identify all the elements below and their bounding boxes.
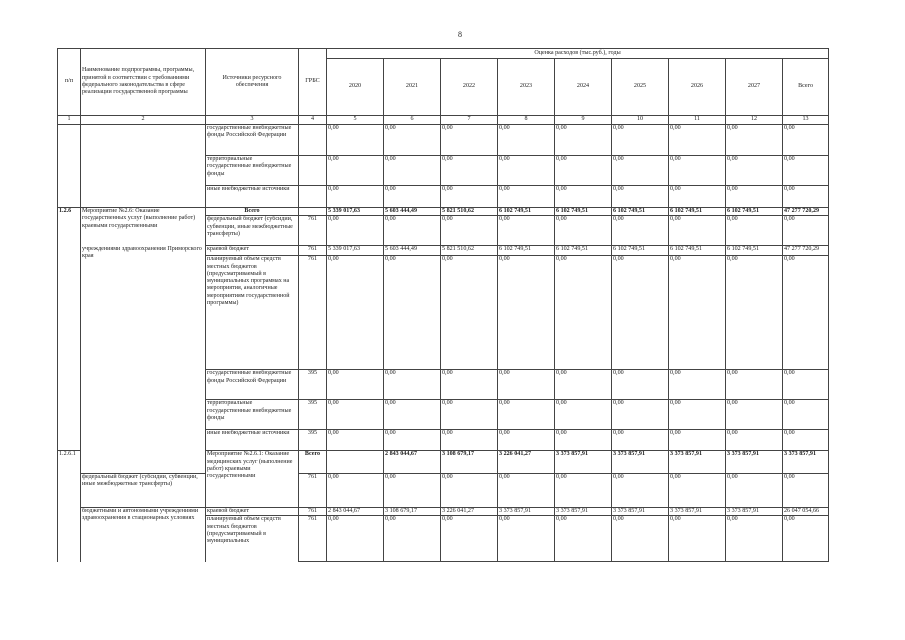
measure-name: бюджетными и автономными учреждениями здравоохранения в стационарных условиях <box>81 508 206 562</box>
measure-name: учреждениями здравоохранения Приморского края <box>81 246 206 474</box>
value-cell: 3 373 857,91 <box>726 508 783 516</box>
grbs-cell: 761 <box>299 246 327 256</box>
value-cell: 0,00 <box>783 256 829 370</box>
grbs-cell: 761 <box>299 256 327 370</box>
value-cell: 0,00 <box>498 156 555 186</box>
header-year: 2021 <box>384 59 441 116</box>
header-year: 2027 <box>726 59 783 116</box>
colnum: 11 <box>669 116 726 125</box>
value-cell: 0,00 <box>669 370 726 400</box>
value-cell: 0,00 <box>441 474 498 508</box>
grbs-cell: 395 <box>299 430 327 451</box>
empty-cell <box>58 516 81 562</box>
value-cell: 0,00 <box>441 400 498 430</box>
value-cell: 0,00 <box>555 474 612 508</box>
header-year: 2023 <box>498 59 555 116</box>
row-num: 1.2.6.1 <box>58 451 81 474</box>
grbs-cell: 761 <box>299 474 327 508</box>
value-cell: 6 102 749,51 <box>498 208 555 216</box>
source-cell: государственные внебюджетные фонды Российской Федерации <box>206 125 299 156</box>
value-cell: 0,00 <box>612 400 669 430</box>
value-cell: 6 102 749,51 <box>612 246 669 256</box>
value-cell: 0,00 <box>669 516 726 562</box>
value-cell: 0,00 <box>327 186 384 208</box>
value-cell: 0,00 <box>384 186 441 208</box>
table-row <box>58 246 829 256</box>
source-cell: иные внебюджетные источники <box>206 186 299 208</box>
value-cell: 0,00 <box>612 156 669 186</box>
value-cell: 0,00 <box>612 125 669 156</box>
value-cell: 3 373 857,91 <box>783 451 829 474</box>
value-cell: 0,00 <box>441 256 498 370</box>
empty-cell <box>81 156 206 186</box>
value-cell: 6 102 749,51 <box>726 208 783 216</box>
value-cell: 0,00 <box>612 370 669 400</box>
value-cell: 0,00 <box>384 156 441 186</box>
value-cell: 0,00 <box>612 474 669 508</box>
header-grbs: ГРБС <box>299 49 327 116</box>
value-cell: 47 277 720,29 <box>783 246 829 256</box>
header-num: п/п <box>58 49 81 116</box>
value-cell: 0,00 <box>726 256 783 370</box>
value-cell: 0,00 <box>555 216 612 246</box>
value-cell: 0,00 <box>612 430 669 451</box>
source-total: Всего <box>299 451 327 474</box>
source-cell: планируемый объем средств местных бюджетов (предусматриваемый в муниципальных <box>206 516 299 562</box>
source-cell: краевой бюджет <box>206 508 299 516</box>
value-cell: 0,00 <box>441 156 498 186</box>
empty-cell <box>299 156 327 186</box>
value-cell: 5 603 444,49 <box>384 246 441 256</box>
grbs-cell: 761 <box>299 216 327 246</box>
value-cell: 26 047 054,66 <box>783 508 829 516</box>
empty-cell <box>299 208 327 216</box>
empty-cell <box>58 508 81 516</box>
value-cell: 0,00 <box>498 430 555 451</box>
value-cell: 0,00 <box>327 156 384 186</box>
source-cell: краевой бюджет <box>206 246 299 256</box>
value-cell: 0,00 <box>498 516 555 562</box>
header-name: Наименование подпрограммы, программы, принятой в соответствии с требованиями федерального законодательства в сфере реализации государственной программы <box>81 49 206 116</box>
value-cell: 0,00 <box>441 516 498 562</box>
value-cell: 5 339 017,63 <box>327 246 384 256</box>
measure-name: Мероприятие №2.6.1: Оказание медицинских услуг (выполнение работ) краевыми государственными <box>206 451 299 508</box>
value-cell: 0,00 <box>327 216 384 246</box>
source-cell: федеральный бюджет (субсидии, субвенции, иные межбюджетные трансферты) <box>206 216 299 246</box>
value-cell: 6 102 749,51 <box>498 246 555 256</box>
value-cell: 2 843 044,67 <box>384 451 441 474</box>
budget-table <box>57 48 829 562</box>
colnum: 6 <box>384 116 441 125</box>
source-total: Всего <box>206 208 299 216</box>
value-cell: 3 373 857,91 <box>669 451 726 474</box>
header-year-total: Всего <box>783 59 829 116</box>
colnum: 4 <box>299 116 327 125</box>
value-cell: 0,00 <box>726 125 783 156</box>
empty-cell <box>81 125 206 156</box>
header-year: 2020 <box>327 59 384 116</box>
value-cell: 0,00 <box>384 256 441 370</box>
value-cell: 0,00 <box>498 125 555 156</box>
value-cell: 0,00 <box>555 256 612 370</box>
value-cell: 0,00 <box>555 370 612 400</box>
value-cell: 0,00 <box>327 256 384 370</box>
grbs-cell: 395 <box>299 370 327 400</box>
value-cell: 0,00 <box>726 370 783 400</box>
value-cell: 0,00 <box>498 256 555 370</box>
value-cell: 5 821 510,62 <box>441 208 498 216</box>
value-cell: 3 373 857,91 <box>498 508 555 516</box>
value-cell: 0,00 <box>783 186 829 208</box>
value-cell: 0,00 <box>783 125 829 156</box>
value-cell: 0,00 <box>783 370 829 400</box>
header-expenses: Оценка расходов (тыс.руб.), годы <box>327 49 829 59</box>
value-cell: 0,00 <box>384 516 441 562</box>
value-cell: 0,00 <box>669 430 726 451</box>
value-cell: 0,00 <box>726 216 783 246</box>
value-cell: 0,00 <box>783 216 829 246</box>
value-cell: 0,00 <box>441 216 498 246</box>
source-cell: государственные внебюджетные фонды Российской Федерации <box>206 370 299 400</box>
grbs-cell: 761 <box>299 508 327 516</box>
value-cell: 2 843 044,67 <box>327 508 384 516</box>
value-cell: 0,00 <box>327 474 384 508</box>
empty-cell <box>327 451 384 474</box>
value-cell: 6 102 749,51 <box>669 246 726 256</box>
value-cell: 0,00 <box>726 400 783 430</box>
colnum: 1 <box>58 116 81 125</box>
empty-cell <box>81 186 206 208</box>
header-year: 2024 <box>555 59 612 116</box>
table-row <box>58 508 829 516</box>
value-cell: 3 373 857,91 <box>555 508 612 516</box>
empty-cell <box>58 156 81 186</box>
value-cell: 0,00 <box>555 430 612 451</box>
header-sources: Источники ресурсного обеспечения <box>206 49 299 116</box>
value-cell: 0,00 <box>783 474 829 508</box>
colnum: 8 <box>498 116 555 125</box>
row-num: 1.2.6 <box>58 208 81 216</box>
empty-cell <box>58 256 81 370</box>
value-cell: 5 821 510,62 <box>441 246 498 256</box>
value-cell: 0,00 <box>669 125 726 156</box>
empty-cell <box>58 246 81 256</box>
value-cell: 0,00 <box>498 400 555 430</box>
value-cell: 3 373 857,91 <box>612 508 669 516</box>
value-cell: 0,00 <box>612 186 669 208</box>
value-cell: 0,00 <box>555 125 612 156</box>
value-cell: 0,00 <box>327 400 384 430</box>
value-cell: 0,00 <box>783 400 829 430</box>
empty-cell <box>58 370 81 400</box>
colnum: 7 <box>441 116 498 125</box>
value-cell: 0,00 <box>327 430 384 451</box>
value-cell: 3 373 857,91 <box>726 451 783 474</box>
grbs-cell: 395 <box>299 400 327 430</box>
value-cell: 0,00 <box>384 370 441 400</box>
value-cell: 0,00 <box>612 516 669 562</box>
value-cell: 0,00 <box>726 156 783 186</box>
value-cell: 0,00 <box>669 156 726 186</box>
source-cell: иные внебюджетные источники <box>206 430 299 451</box>
value-cell: 0,00 <box>669 186 726 208</box>
value-cell: 0,00 <box>384 430 441 451</box>
value-cell: 47 277 720,29 <box>783 208 829 216</box>
value-cell: 0,00 <box>384 216 441 246</box>
empty-cell <box>299 125 327 156</box>
source-cell: планируемый объем средств местных бюджетов (предусматриваемый в муниципальных программах на мероприятия, аналогичные мероприятиям государственной программы) <box>206 256 299 370</box>
colnum: 3 <box>206 116 299 125</box>
value-cell: 0,00 <box>783 516 829 562</box>
header-year: 2025 <box>612 59 669 116</box>
value-cell: 6 102 749,51 <box>669 208 726 216</box>
value-cell: 0,00 <box>498 474 555 508</box>
value-cell: 0,00 <box>783 156 829 186</box>
value-cell: 3 108 679,17 <box>441 451 498 474</box>
value-cell: 0,00 <box>555 156 612 186</box>
source-cell: территориальные государственные внебюджетные фонды <box>206 400 299 430</box>
empty-cell <box>299 186 327 208</box>
value-cell: 5 603 444,49 <box>384 208 441 216</box>
table-row <box>58 186 829 208</box>
value-cell: 0,00 <box>726 474 783 508</box>
value-cell: 0,00 <box>669 216 726 246</box>
value-cell: 0,00 <box>441 125 498 156</box>
value-cell: 0,00 <box>441 370 498 400</box>
measure-name: Мероприятие №2.6: Оказание государственных услуг (выполнение работ) краевыми государственными <box>81 208 206 246</box>
value-cell: 0,00 <box>384 474 441 508</box>
colnum: 9 <box>555 116 612 125</box>
value-cell: 6 102 749,51 <box>726 246 783 256</box>
value-cell: 0,00 <box>327 125 384 156</box>
empty-cell <box>58 216 81 246</box>
value-cell: 0,00 <box>612 256 669 370</box>
header-year: 2026 <box>669 59 726 116</box>
value-cell: 0,00 <box>384 400 441 430</box>
table-row <box>58 125 829 156</box>
value-cell: 0,00 <box>498 216 555 246</box>
empty-cell <box>58 125 81 156</box>
value-cell: 3 226 041,27 <box>498 451 555 474</box>
empty-cell <box>58 186 81 208</box>
value-cell: 6 102 749,51 <box>612 208 669 216</box>
empty-cell <box>58 400 81 430</box>
table-row <box>58 156 829 186</box>
value-cell: 3 108 679,17 <box>384 508 441 516</box>
value-cell: 0,00 <box>327 370 384 400</box>
colnum: 10 <box>612 116 669 125</box>
colnum: 5 <box>327 116 384 125</box>
value-cell: 0,00 <box>498 370 555 400</box>
source-cell: федеральный бюджет (субсидии, субвенции, иные межбюджетные трансферты) <box>81 474 206 508</box>
value-cell: 0,00 <box>726 186 783 208</box>
value-cell: 0,00 <box>441 186 498 208</box>
value-cell: 0,00 <box>384 125 441 156</box>
value-cell: 0,00 <box>669 474 726 508</box>
table-row <box>58 208 829 216</box>
colnum: 13 <box>783 116 829 125</box>
colnum: 12 <box>726 116 783 125</box>
value-cell: 0,00 <box>555 186 612 208</box>
value-cell: 0,00 <box>555 400 612 430</box>
value-cell: 6 102 749,51 <box>555 246 612 256</box>
value-cell: 3 373 857,91 <box>612 451 669 474</box>
value-cell: 3 226 041,27 <box>441 508 498 516</box>
empty-cell <box>58 430 81 451</box>
value-cell: 0,00 <box>783 430 829 451</box>
value-cell: 0,00 <box>726 430 783 451</box>
value-cell: 0,00 <box>555 516 612 562</box>
value-cell: 3 373 857,91 <box>669 508 726 516</box>
value-cell: 0,00 <box>669 400 726 430</box>
value-cell: 0,00 <box>612 216 669 246</box>
value-cell: 0,00 <box>327 516 384 562</box>
header-year: 2022 <box>441 59 498 116</box>
grbs-cell: 761 <box>299 516 327 562</box>
colnum: 2 <box>81 116 206 125</box>
value-cell: 0,00 <box>441 430 498 451</box>
source-cell: территориальные государственные внебюджетные фонды <box>206 156 299 186</box>
empty-cell <box>58 474 81 508</box>
value-cell: 3 373 857,91 <box>555 451 612 474</box>
value-cell: 5 339 017,63 <box>327 208 384 216</box>
table-row <box>58 474 829 508</box>
value-cell: 0,00 <box>498 186 555 208</box>
page-number: 8 <box>458 30 462 39</box>
value-cell: 6 102 749,51 <box>555 208 612 216</box>
value-cell: 0,00 <box>726 516 783 562</box>
value-cell: 0,00 <box>669 256 726 370</box>
